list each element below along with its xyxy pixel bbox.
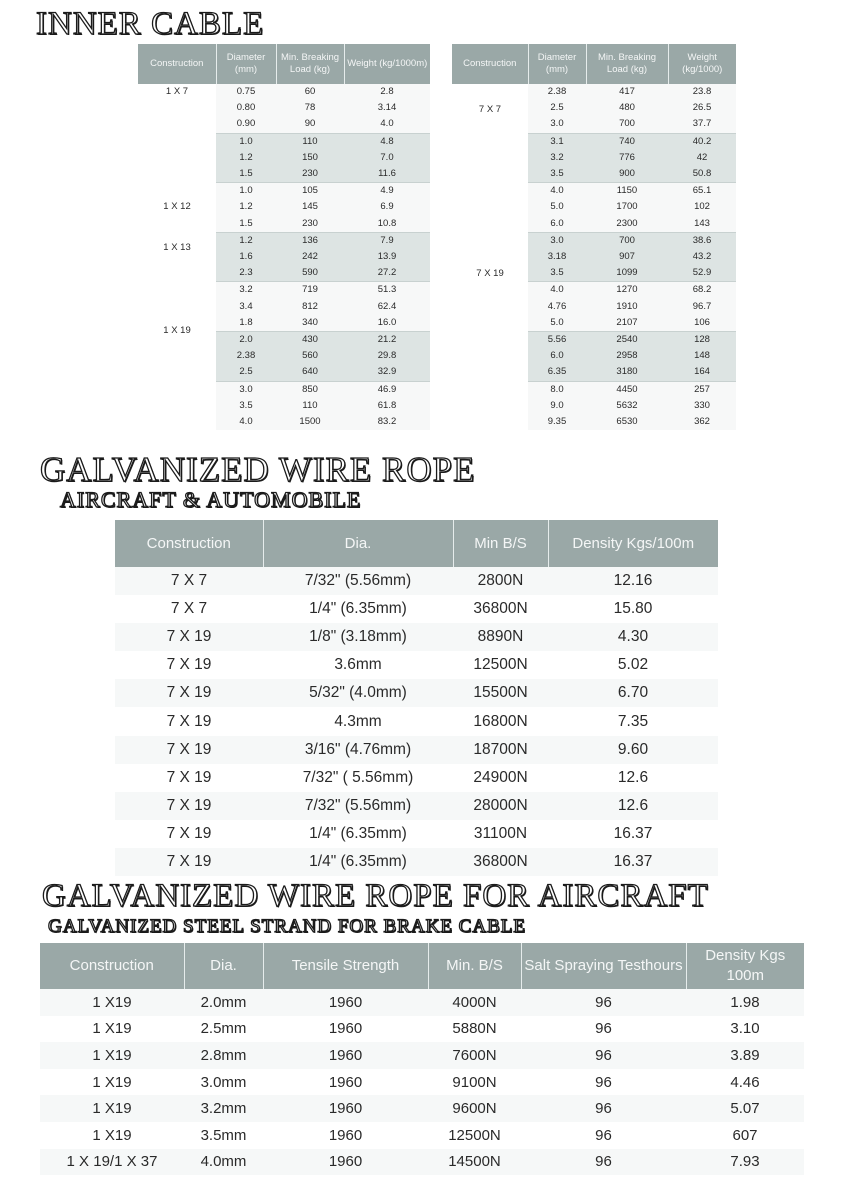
table-row bbox=[115, 595, 718, 623]
breaking-load-cell: 850 bbox=[276, 381, 344, 398]
construction-cell: 1 X19 bbox=[40, 1095, 184, 1122]
salt-spraying-cell: 96 bbox=[521, 1042, 686, 1069]
construction-cell: 1 X19 bbox=[40, 1042, 184, 1069]
breaking-load-cell: 430 bbox=[276, 332, 344, 349]
breaking-load-cell: 480 bbox=[586, 100, 668, 116]
dia-cell: 7/32" ( 5.56mm) bbox=[263, 764, 453, 792]
breaking-load-cell: 4450 bbox=[586, 381, 668, 398]
breaking-load-cell: 700 bbox=[586, 232, 668, 249]
weight-cell: 50.8 bbox=[668, 166, 736, 183]
min-bs-cell: 5880N bbox=[428, 1016, 521, 1043]
breaking-load-cell: 776 bbox=[586, 150, 668, 166]
heading-galvanized-wire-rope: GALVANIZED WIRE ROPE bbox=[40, 450, 476, 489]
construction-cell: 7 X 7 bbox=[452, 84, 528, 232]
construction-cell: 7 X 19 bbox=[115, 820, 263, 848]
table-row bbox=[40, 1149, 804, 1176]
dia-cell: 7/32" (5.56mm) bbox=[263, 567, 453, 595]
table-row bbox=[40, 1042, 804, 1069]
salt-spraying-cell: 96 bbox=[521, 1069, 686, 1096]
density-cell: 607 bbox=[686, 1122, 804, 1149]
min-bs-cell: 14500N bbox=[428, 1149, 521, 1176]
diameter-cell: 3.2 bbox=[216, 282, 276, 299]
min-bs-cell: 24900N bbox=[453, 764, 548, 792]
breaking-load-cell: 150 bbox=[276, 150, 344, 166]
density-cell: 5.02 bbox=[548, 651, 718, 679]
salt-spraying-cell: 96 bbox=[521, 1095, 686, 1122]
density-cell: 7.35 bbox=[548, 707, 718, 735]
diameter-cell: 4.0 bbox=[528, 282, 586, 299]
dia-cell: 3.6mm bbox=[263, 651, 453, 679]
diameter-cell: 4.0 bbox=[216, 414, 276, 430]
tensile-strength-cell: 1960 bbox=[263, 989, 428, 1016]
weight-cell: 4.9 bbox=[344, 183, 430, 200]
min-bs-cell: 36800N bbox=[453, 595, 548, 623]
density-cell: 15.80 bbox=[548, 595, 718, 623]
salt-spraying-cell: 96 bbox=[521, 1149, 686, 1176]
density-cell: 4.30 bbox=[548, 623, 718, 651]
weight-cell: 148 bbox=[668, 348, 736, 364]
diameter-cell: 3.2 bbox=[528, 150, 586, 166]
breaking-load-cell: 2958 bbox=[586, 348, 668, 364]
weight-cell: 16.0 bbox=[344, 315, 430, 332]
diameter-cell: 2.5 bbox=[528, 100, 586, 116]
dia-cell: 4.0mm bbox=[184, 1149, 263, 1176]
table-row bbox=[40, 989, 804, 1016]
weight-cell: 10.8 bbox=[344, 216, 430, 233]
min-bs-cell: 2800N bbox=[453, 567, 548, 595]
breaking-load-cell: 105 bbox=[276, 183, 344, 200]
construction-cell: 1 X 12 bbox=[138, 183, 216, 233]
breaking-load-cell: 900 bbox=[586, 166, 668, 183]
construction-cell: 1 X19 bbox=[40, 989, 184, 1016]
weight-cell: 61.8 bbox=[344, 398, 430, 414]
dia-cell: 5/32" (4.0mm) bbox=[263, 679, 453, 707]
table-row bbox=[115, 820, 718, 848]
diameter-cell: 4.0 bbox=[528, 183, 586, 200]
weight-cell: 27.2 bbox=[344, 265, 430, 282]
weight-cell: 106 bbox=[668, 315, 736, 332]
dia-cell: 2.8mm bbox=[184, 1042, 263, 1069]
breaking-load-cell: 90 bbox=[276, 116, 344, 133]
weight-cell: 37.7 bbox=[668, 116, 736, 133]
breaking-load-cell: 740 bbox=[586, 133, 668, 150]
construction-cell: 7 X 19 bbox=[452, 232, 528, 430]
dia-cell: 4.3mm bbox=[263, 707, 453, 735]
table-row bbox=[138, 232, 430, 249]
weight-cell: 96.7 bbox=[668, 299, 736, 315]
weight-cell: 43.2 bbox=[668, 249, 736, 265]
table-row bbox=[115, 623, 718, 651]
weight-cell: 38.6 bbox=[668, 232, 736, 249]
weight-cell: 42 bbox=[668, 150, 736, 166]
construction-cell: 7 X 7 bbox=[115, 567, 263, 595]
min-bs-cell: 4000N bbox=[428, 989, 521, 1016]
construction-cell: 7 X 19 bbox=[115, 764, 263, 792]
table-row bbox=[115, 567, 718, 595]
breaking-load-cell: 110 bbox=[276, 398, 344, 414]
weight-cell: 330 bbox=[668, 398, 736, 414]
breaking-load-cell: 812 bbox=[276, 299, 344, 315]
construction-cell: 7 X 19 bbox=[115, 792, 263, 820]
breaking-load-cell: 560 bbox=[276, 348, 344, 364]
breaking-load-cell: 907 bbox=[586, 249, 668, 265]
diameter-cell: 1.5 bbox=[216, 166, 276, 183]
table-row bbox=[115, 736, 718, 764]
table-row bbox=[452, 232, 736, 249]
density-cell: 12.6 bbox=[548, 764, 718, 792]
breaking-load-cell: 145 bbox=[276, 199, 344, 215]
weight-cell: 7.9 bbox=[344, 232, 430, 249]
construction-cell: 7 X 19 bbox=[115, 651, 263, 679]
weight-cell: 83.2 bbox=[344, 414, 430, 430]
weight-cell: 164 bbox=[668, 364, 736, 381]
weight-cell: 13.9 bbox=[344, 249, 430, 265]
tensile-strength-cell: 1960 bbox=[263, 1069, 428, 1096]
col-header-diameter: Diameter (mm) bbox=[216, 44, 276, 84]
breaking-load-cell: 110 bbox=[276, 133, 344, 150]
tensile-strength-cell: 1960 bbox=[263, 1095, 428, 1122]
construction-cell: 7 X 19 bbox=[115, 848, 263, 876]
breaking-load-cell: 700 bbox=[586, 116, 668, 133]
min-bs-cell: 9600N bbox=[428, 1095, 521, 1122]
diameter-cell: 3.5 bbox=[216, 398, 276, 414]
diameter-cell: 3.1 bbox=[528, 133, 586, 150]
weight-cell: 68.2 bbox=[668, 282, 736, 299]
density-cell: 16.37 bbox=[548, 848, 718, 876]
weight-cell: 65.1 bbox=[668, 183, 736, 200]
diameter-cell: 6.0 bbox=[528, 348, 586, 364]
weight-cell: 62.4 bbox=[344, 299, 430, 315]
diameter-cell: 1.2 bbox=[216, 199, 276, 215]
diameter-cell: 3.0 bbox=[528, 232, 586, 249]
min-bs-cell: 9100N bbox=[428, 1069, 521, 1096]
breaking-load-cell: 719 bbox=[276, 282, 344, 299]
salt-spraying-cell: 96 bbox=[521, 989, 686, 1016]
col-header-construction: Construction bbox=[115, 520, 263, 567]
tensile-strength-cell: 1960 bbox=[263, 1016, 428, 1043]
construction-cell: 1 X 7 bbox=[138, 84, 216, 183]
col-header-construction: Construction bbox=[138, 44, 216, 84]
construction-cell: 1 X 19 bbox=[138, 315, 216, 430]
diameter-cell: 8.0 bbox=[528, 381, 586, 398]
density-cell: 5.07 bbox=[686, 1095, 804, 1122]
diameter-cell: 1.2 bbox=[216, 150, 276, 166]
dia-cell: 2.5mm bbox=[184, 1016, 263, 1043]
diameter-cell: 2.5 bbox=[216, 364, 276, 381]
subheading-steel-strand-brake-cable: GALVANIZED STEEL STRAND FOR BRAKE CABLE bbox=[48, 916, 526, 937]
density-cell: 3.89 bbox=[686, 1042, 804, 1069]
col-header-density: Density Kgs/100m bbox=[548, 520, 718, 567]
diameter-cell: 9.35 bbox=[528, 414, 586, 430]
breaking-load-cell: 78 bbox=[276, 100, 344, 116]
table-row bbox=[452, 84, 736, 100]
construction-cell: 7 X 19 bbox=[115, 707, 263, 735]
construction-cell: 1 X19 bbox=[40, 1069, 184, 1096]
diameter-cell: 1.0 bbox=[216, 133, 276, 150]
breaking-load-cell: 1150 bbox=[586, 183, 668, 200]
dia-cell: 1/4" (6.35mm) bbox=[263, 820, 453, 848]
breaking-load-cell: 1500 bbox=[276, 414, 344, 430]
weight-cell: 7.0 bbox=[344, 150, 430, 166]
weight-cell: 23.8 bbox=[668, 84, 736, 100]
table-row bbox=[40, 1095, 804, 1122]
diameter-cell: 9.0 bbox=[528, 398, 586, 414]
breaking-load-cell: 417 bbox=[586, 84, 668, 100]
breaking-load-cell: 2107 bbox=[586, 315, 668, 332]
density-cell: 3.10 bbox=[686, 1016, 804, 1043]
construction-cell: 1 X 13 bbox=[138, 232, 216, 315]
diameter-cell: 4.76 bbox=[528, 299, 586, 315]
breaking-load-cell: 3180 bbox=[586, 364, 668, 381]
weight-cell: 11.6 bbox=[344, 166, 430, 183]
weight-cell: 52.9 bbox=[668, 265, 736, 282]
dia-cell: 1/4" (6.35mm) bbox=[263, 848, 453, 876]
construction-cell: 7 X 19 bbox=[115, 623, 263, 651]
diameter-cell: 0.80 bbox=[216, 100, 276, 116]
diameter-cell: 2.38 bbox=[528, 84, 586, 100]
table-row bbox=[138, 315, 430, 332]
brake-cable-table bbox=[40, 943, 804, 1175]
weight-cell: 102 bbox=[668, 199, 736, 215]
breaking-load-cell: 640 bbox=[276, 364, 344, 381]
breaking-load-cell: 1700 bbox=[586, 199, 668, 215]
col-header-min-breaking-load: Min. Breaking Load (kg) bbox=[586, 44, 668, 84]
weight-cell: 29.8 bbox=[344, 348, 430, 364]
dia-cell: 1/4" (6.35mm) bbox=[263, 595, 453, 623]
min-bs-cell: 8890N bbox=[453, 623, 548, 651]
diameter-cell: 0.90 bbox=[216, 116, 276, 133]
dia-cell: 2.0mm bbox=[184, 989, 263, 1016]
weight-cell: 26.5 bbox=[668, 100, 736, 116]
dia-cell: 1/8" (3.18mm) bbox=[263, 623, 453, 651]
density-cell: 12.6 bbox=[548, 792, 718, 820]
subheading-aircraft-automobile: AIRCRAFT & AUTOMOBILE bbox=[60, 487, 362, 512]
construction-cell: 7 X 19 bbox=[115, 679, 263, 707]
min-bs-cell: 28000N bbox=[453, 792, 548, 820]
heading-inner-cable: INNER CABLE bbox=[36, 6, 265, 42]
diameter-cell: 6.0 bbox=[528, 216, 586, 233]
diameter-cell: 1.2 bbox=[216, 232, 276, 249]
col-header-weight: Weight (kg/1000) bbox=[668, 44, 736, 84]
inner-cable-table-right bbox=[452, 44, 736, 430]
min-bs-cell: 16800N bbox=[453, 707, 548, 735]
col-header-salt-spraying: Salt Spraying Testhours bbox=[521, 943, 686, 989]
weight-cell: 4.0 bbox=[344, 116, 430, 133]
breaking-load-cell: 242 bbox=[276, 249, 344, 265]
tensile-strength-cell: 1960 bbox=[263, 1149, 428, 1176]
diameter-cell: 1.5 bbox=[216, 216, 276, 233]
col-header-min-bs: Min B/S bbox=[453, 520, 548, 567]
breaking-load-cell: 340 bbox=[276, 315, 344, 332]
construction-cell: 1 X19 bbox=[40, 1122, 184, 1149]
diameter-cell: 1.8 bbox=[216, 315, 276, 332]
diameter-cell: 5.56 bbox=[528, 332, 586, 349]
tensile-strength-cell: 1960 bbox=[263, 1122, 428, 1149]
density-cell: 1.98 bbox=[686, 989, 804, 1016]
col-header-weight: Weight (kg/1000m) bbox=[344, 44, 430, 84]
weight-cell: 51.3 bbox=[344, 282, 430, 299]
col-header-construction: Construction bbox=[452, 44, 528, 84]
col-header-min-bs: Min. B/S bbox=[428, 943, 521, 989]
table-row bbox=[115, 679, 718, 707]
breaking-load-cell: 60 bbox=[276, 84, 344, 100]
density-cell: 16.37 bbox=[548, 820, 718, 848]
diameter-cell: 3.4 bbox=[216, 299, 276, 315]
col-header-dia: Dia. bbox=[263, 520, 453, 567]
dia-cell: 3.5mm bbox=[184, 1122, 263, 1149]
diameter-cell: 3.0 bbox=[528, 116, 586, 133]
diameter-cell: 3.18 bbox=[528, 249, 586, 265]
weight-cell: 257 bbox=[668, 381, 736, 398]
table-row bbox=[40, 1122, 804, 1149]
min-bs-cell: 12500N bbox=[428, 1122, 521, 1149]
breaking-load-cell: 230 bbox=[276, 166, 344, 183]
dia-cell: 3.0mm bbox=[184, 1069, 263, 1096]
weight-cell: 4.8 bbox=[344, 133, 430, 150]
salt-spraying-cell: 96 bbox=[521, 1122, 686, 1149]
min-bs-cell: 12500N bbox=[453, 651, 548, 679]
breaking-load-cell: 2540 bbox=[586, 332, 668, 349]
breaking-load-cell: 1910 bbox=[586, 299, 668, 315]
construction-cell: 7 X 7 bbox=[115, 595, 263, 623]
density-cell: 12.16 bbox=[548, 567, 718, 595]
diameter-cell: 5.0 bbox=[528, 199, 586, 215]
aircraft-automobile-table bbox=[115, 520, 718, 876]
breaking-load-cell: 1099 bbox=[586, 265, 668, 282]
tensile-strength-cell: 1960 bbox=[263, 1042, 428, 1069]
weight-cell: 143 bbox=[668, 216, 736, 233]
diameter-cell: 3.5 bbox=[528, 166, 586, 183]
weight-cell: 32.9 bbox=[344, 364, 430, 381]
diameter-cell: 2.38 bbox=[216, 348, 276, 364]
diameter-cell: 1.0 bbox=[216, 183, 276, 200]
min-bs-cell: 15500N bbox=[453, 679, 548, 707]
density-cell: 4.46 bbox=[686, 1069, 804, 1096]
weight-cell: 40.2 bbox=[668, 133, 736, 150]
breaking-load-cell: 230 bbox=[276, 216, 344, 233]
breaking-load-cell: 5632 bbox=[586, 398, 668, 414]
inner-cable-table-left bbox=[138, 44, 430, 430]
table-row bbox=[115, 848, 718, 876]
diameter-cell: 5.0 bbox=[528, 315, 586, 332]
weight-cell: 362 bbox=[668, 414, 736, 430]
weight-cell: 21.2 bbox=[344, 332, 430, 349]
breaking-load-cell: 1270 bbox=[586, 282, 668, 299]
col-header-min-breaking-load: Min. Breaking Load (kg) bbox=[276, 44, 344, 84]
construction-cell: 7 X 19 bbox=[115, 736, 263, 764]
weight-cell: 3.14 bbox=[344, 100, 430, 116]
diameter-cell: 3.5 bbox=[528, 265, 586, 282]
dia-cell: 3/16" (4.76mm) bbox=[263, 736, 453, 764]
density-cell: 9.60 bbox=[548, 736, 718, 764]
col-header-diameter: Diameter (mm) bbox=[528, 44, 586, 84]
min-bs-cell: 36800N bbox=[453, 848, 548, 876]
dia-cell: 3.2mm bbox=[184, 1095, 263, 1122]
diameter-cell: 3.0 bbox=[216, 381, 276, 398]
heading-rope-for-aircraft: GALVANIZED WIRE ROPE FOR AIRCRAFT bbox=[42, 878, 709, 914]
construction-cell: 1 X 19/1 X 37 bbox=[40, 1149, 184, 1176]
diameter-cell: 6.35 bbox=[528, 364, 586, 381]
table-row bbox=[115, 792, 718, 820]
table-row bbox=[40, 1069, 804, 1096]
diameter-cell: 2.3 bbox=[216, 265, 276, 282]
table-row bbox=[138, 183, 430, 200]
breaking-load-cell: 6530 bbox=[586, 414, 668, 430]
col-header-dia: Dia. bbox=[184, 943, 263, 989]
density-cell: 6.70 bbox=[548, 679, 718, 707]
breaking-load-cell: 136 bbox=[276, 232, 344, 249]
col-header-construction: Construction bbox=[40, 943, 184, 989]
col-header-tensile-strength: Tensile Strength bbox=[263, 943, 428, 989]
dia-cell: 7/32" (5.56mm) bbox=[263, 792, 453, 820]
construction-cell: 1 X19 bbox=[40, 1016, 184, 1043]
diameter-cell: 2.0 bbox=[216, 332, 276, 349]
table-row bbox=[40, 1016, 804, 1043]
min-bs-cell: 31100N bbox=[453, 820, 548, 848]
breaking-load-cell: 2300 bbox=[586, 216, 668, 233]
weight-cell: 2.8 bbox=[344, 84, 430, 100]
weight-cell: 46.9 bbox=[344, 381, 430, 398]
table-row bbox=[138, 84, 430, 100]
weight-cell: 128 bbox=[668, 332, 736, 349]
table-row bbox=[115, 764, 718, 792]
diameter-cell: 0.75 bbox=[216, 84, 276, 100]
min-bs-cell: 18700N bbox=[453, 736, 548, 764]
table-row bbox=[115, 707, 718, 735]
col-header-density: Density Kgs 100m bbox=[686, 943, 804, 989]
breaking-load-cell: 590 bbox=[276, 265, 344, 282]
table-row bbox=[115, 651, 718, 679]
diameter-cell: 1.6 bbox=[216, 249, 276, 265]
density-cell: 7.93 bbox=[686, 1149, 804, 1176]
min-bs-cell: 7600N bbox=[428, 1042, 521, 1069]
weight-cell: 6.9 bbox=[344, 199, 430, 215]
salt-spraying-cell: 96 bbox=[521, 1016, 686, 1043]
